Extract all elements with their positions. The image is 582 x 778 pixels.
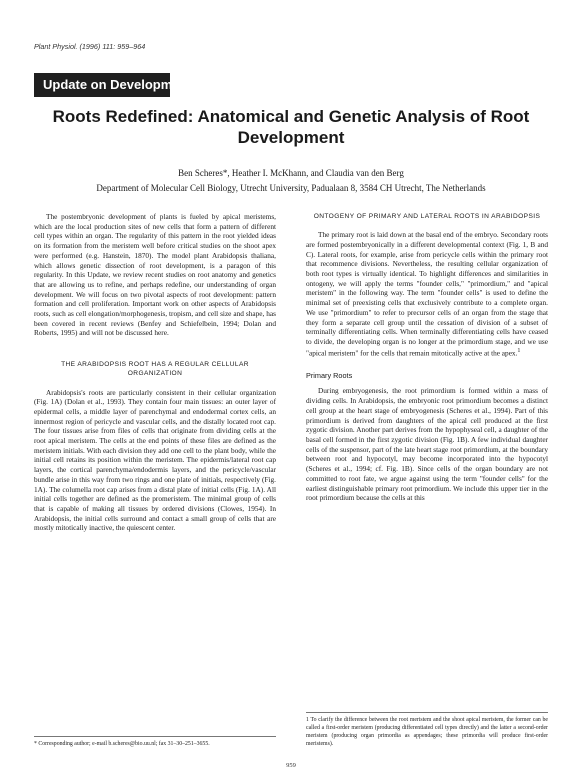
ontogeny-text: The primary root is laid down at the basal end of the embryo. Secondary roots are formed postembryonically in a different developmental context (Fig. 1, B and C). Lateral roots, for example, arise from pericycle cells within the primary root that recommence divisions. Nevertheless, the resulting cellular organization of both root types is virtually identical. To highlight differences and similarities in ontogeny, we will apply the terms "founder cells," "primordium," and "apical meristem" in the following way. The term "founder cells" is used to define the minimal set of preexisting cells that exclusively contribute to a complete organ. We use "primordium" to refer to precursor cells of an organ from the stage that they form a separate cell group until the cessation of division of a subset of terminally differentiating cells. When terminally differentiating cells have ceased to divide, the developing organ is no longer at the primordium stage, and we use "apical meristem" for the cells that remain mitotically active at the apex. [306,230,548,358]
page-number: 959 [286,762,296,769]
update-banner-label: Update on Development [43,77,192,92]
corresponding-author-footnote [34,736,276,748]
update-banner [34,73,192,97]
meristem-footnote-text: 1 To clarify the difference between the root meristem and the shoot apical meristem, the former can be called a first-order meristem (producing differentiated cell types directly) and the latter a second-order meristem (producing organ primordia as appendages; these primordia will produce first-order meristems). [306,717,548,747]
primary-roots-paragraph: During embryogenesis, the root primordium is formed within a mass of dividing cells. In Arabidopsis, the embryonic root primordium becomes a distinct cell group at the heart stage of embryogenesis (Scheres et al., 1994). Part of this primordium is derived from daughters of the apical cell produced at the first zygotic division. Another part derives from the hypophyseal cell, a daughter of the basal cell formed in the first zygotic division (Fig. 1B). A few individual daughter cells of the suspensor, part of the late heart stage root primordium, at the boundary between root and hypocotyl, may become incorporated into the hypocotyl (Scheres et al., 1994; cf. Fig. 1B). Since cells of the organ boundary are not committed to root fate, we argue against using the term "founder cells" for the earliest distinguishable primary root primordium. We include this upper tier in the root primordium because the cells at this [306,386,548,503]
meristem-footnote [306,712,548,748]
article-title: Roots Redefined: Anatomical and Genetic Analysis of Root Development [52,107,530,147]
right-column [306,212,548,503]
ontogeny-paragraph [306,230,548,358]
article-authors: Ben Scheres*, Heather I. McKhann, and Claudia van den Berg [178,168,404,178]
subsection-heading-primary-roots: Primary Roots [306,370,353,380]
footnote-marker: 1 [517,347,521,354]
section-heading-root-organization: THE ARABIDOPSIS ROOT HAS A REGULAR CELLULAR ORGANIZATION [61,361,249,378]
section-heading-ontogeny: ONTOGENY OF PRIMARY AND LATERAL ROOTS IN ARABIDOPSIS [313,213,541,220]
intro-paragraph: The postembryonic development of plants is fueled by apical meristems, which are the local production sites of new cells that form a pattern of different cell types within an organ. The regularity of this pattern in the root yielded ideas on its formation from the meristem well before critical studies on the shoot apex were performed (e.g. Hanstein, 1870). The model plant Arabidopsis thaliana, which allows genetic dissection of root development, is a paragon of this regularity. In this Update, we review recent studies on root anatomy and genetics that are allowing us to refine, and perhaps redefine, our understanding of organ development. We will focus on two pivotal aspects of root development: pattern formation and cell proliferation. Important work on other aspects of Arabidopsis roots, such as cell elongation/morphogenesis, tropism, and cell size and shape, has been covered in recent reviews (Benfey and Schiefelbein, 1994; Dolan and Roberts, 1995) and will not be discussed here. [34,212,276,338]
corresponding-author-text: * Corresponding author; e-mail b.scheres@bio.uu.nl; fax 31–30–251–3655. [34,741,210,747]
author-affiliation: Department of Molecular Cell Biology, Utrecht University, Padualaan 8, 3584 CH Utrecht, The Netherlands [96,183,486,193]
left-column [34,212,276,533]
root-organization-paragraph: Arabidopsis's roots are particularly consistent in their cellular organization (Fig. 1A) (Dolan et al., 1993). They contain four main tissues: an outer layer of epidermal cells, a middle layer of parenchymal and endodermal cortex cells, an innermost region of pericycle and vascular cells, and the distally located root cap. The four tissues arise from files of cells that originate from dividing cells at the root apical meristem. The cells at the end points of these files are defined as the meristem initials. With each division they add one cell to the plant body, while the initial cell retains its position within the meristem. The epidermis/lateral root cap layers, the cortical parenchyma/endodermis layers, and the pericycle/vascular bundle arise in this way from two rings and one plate of initials, respectively (Fig. 1A). The columella root cap arises from a distal plate of initial cells (Fig. 1A). All initial cells together are defined as the promeristem. The minimal group of cells that is capable of making all tissues by ordered divisions (Clowes, 1954). In Arabidopsis, the initial cells surround and contact a small group of cells that are mostly mitotically inactive, the quiescent center. [34,387,276,533]
journal-reference: Plant Physiol. (1996) 111: 959–964 [34,42,146,51]
